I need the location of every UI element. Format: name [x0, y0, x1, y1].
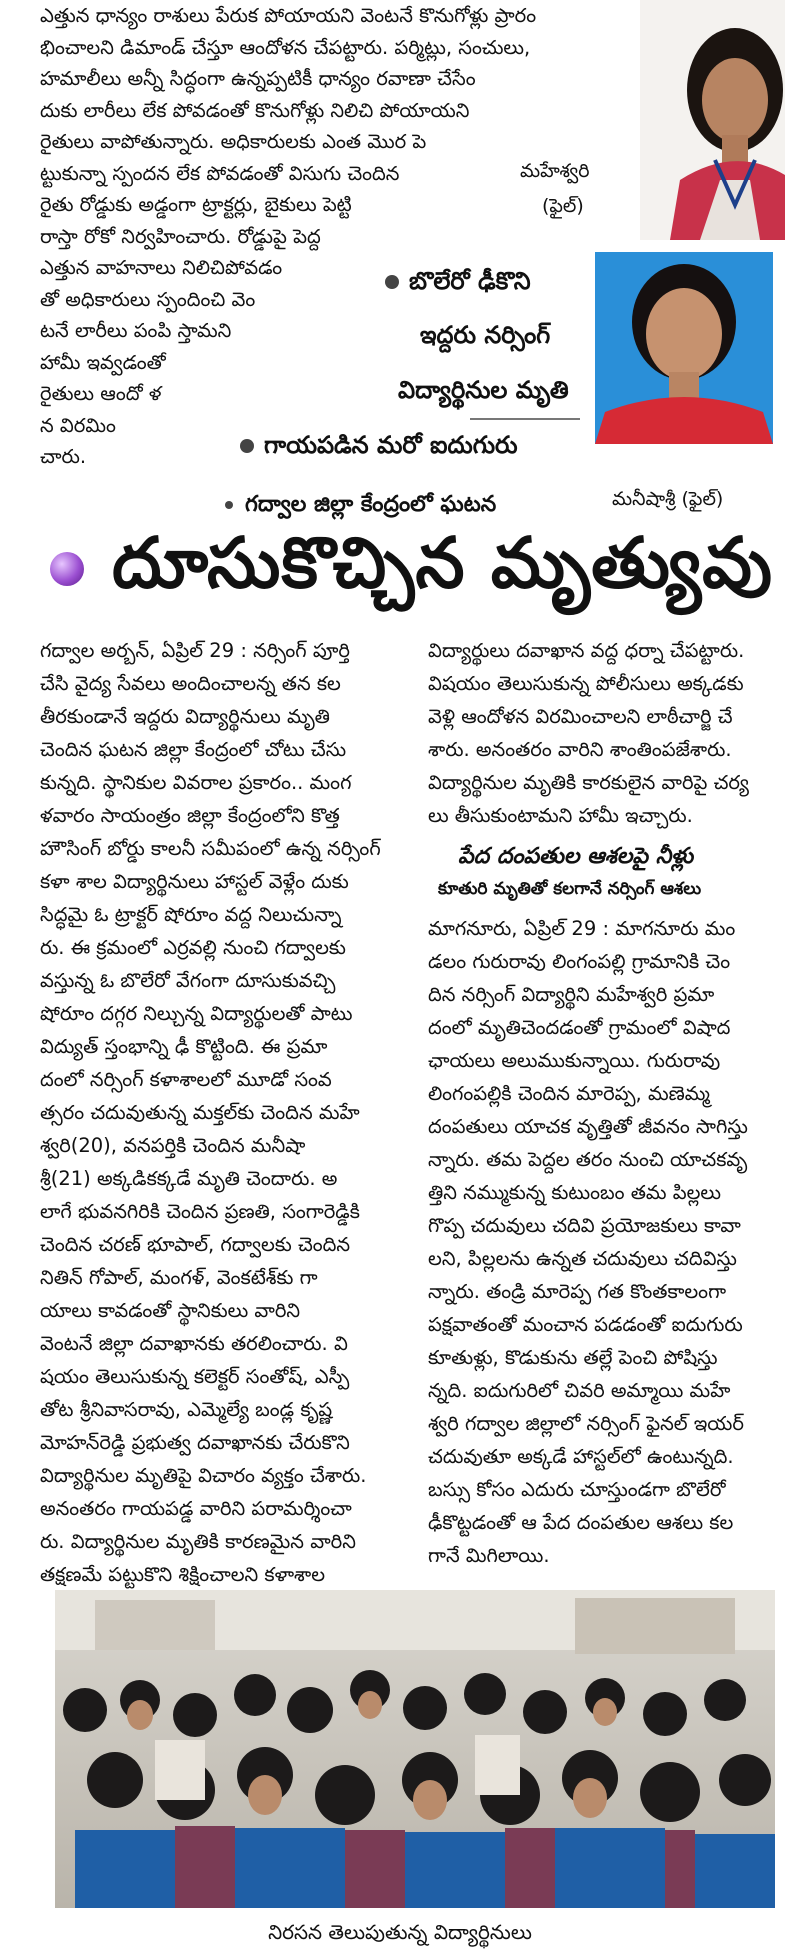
col-line: చదువుతూ అక్కడే హాస్టల్‌లో ఉంటున్నది.	[428, 1445, 734, 1468]
top-line: న విరమిం	[40, 413, 116, 437]
col-line: అనంతరం గాయపడ్డ వారిని పరామర్శించా	[40, 1497, 352, 1520]
kicker-line-1: బొలేరో ఢీకొని	[385, 266, 531, 296]
col-line: షోరూం దగ్గర నిల్చున్న విద్యార్థులతో పాటు	[40, 1002, 353, 1025]
col-line: మాగనూరు, ఏప్రిల్ 29 : మాగనూరు మం	[428, 917, 736, 940]
manisha-photo	[595, 252, 773, 444]
maheshwari-name: మహేశ్వరి	[520, 160, 590, 182]
kicker-line-4: గాయపడిన మరో ఐదుగురు	[240, 430, 518, 460]
col-line: వస్తున్న ఓ బొలేరో వేగంగా దూసుకువచ్చి	[40, 969, 336, 992]
protest-photo	[55, 1590, 775, 1908]
top-line: తో అధికారులు స్పందించి వెం	[40, 287, 256, 311]
headline-text: దూసుకొచ్చిన మృత్యువు	[112, 522, 773, 604]
col-line: కున్నది. స్థానికుల వివరాల ప్రకారం.. మంగ	[40, 771, 352, 794]
col-line: యాలు కావడంతో స్థానికులు వారిని	[40, 1299, 301, 1322]
col-line: లాగే భువనగిరికి చెందిన ప్రణతి, సంగారెడ్డికి	[40, 1200, 360, 1223]
maheshwari-caption	[520, 160, 590, 222]
col-line: షయం తెలుసుకున్న కలెక్టర్ సంతోష్, ఎస్పీ	[40, 1365, 350, 1388]
col-line: గద్వాల అర్బన్, ఏప్రిల్ 29 : నర్సింగ్ పూర్తి	[40, 639, 350, 662]
manisha-caption: మనీషాశ్రీ (ఫైల్)	[612, 488, 724, 510]
col-line: లని, పిల్లలను ఉన్నత చదువులు చదివిస్తు	[428, 1247, 737, 1270]
col-line: చెందిన చరణ్ భూపాల్, గద్వాలకు చెందిన	[40, 1233, 351, 1256]
bullet-icon	[225, 501, 233, 509]
top-line: చారు.	[40, 445, 87, 468]
col-line: త్తిని నమ్ముకున్న కుటుంబం తమ పిల్లలు	[428, 1181, 721, 1204]
col-line: తోట శ్రీనివాసరావు, ఎమ్మెల్యే బండ్ల కృష్ణ	[40, 1398, 333, 1421]
kicker-divider	[470, 418, 580, 420]
col-line: వెళ్లి ఆందోళన విరమించాలని లాఠీచార్జి చే	[428, 705, 733, 728]
col-line: సిద్ధమై ఓ ట్రాక్టర్ షోరూం వద్ద నిలుచున్నా	[40, 903, 342, 926]
col-line: తక్షణమే పట్టుకొని శిక్షించాలని కళాశాల	[40, 1563, 326, 1586]
col-line: బస్సు కోసం ఎదురు చూస్తుండగా బొలేరో	[428, 1478, 726, 1501]
col-line: కళా శాల విద్యార్థినులు హాస్టల్ వెళ్లేం దుకు	[40, 870, 349, 893]
col-line: మోహన్‌రెడ్డి ప్రభుత్వ దవాఖానకు చేరుకొని	[40, 1431, 350, 1454]
col-line: త్సరం చదువుతున్న మక్తల్‌కు చెందిన మహే	[40, 1101, 360, 1124]
top-line: ట్టుకున్నా స్పందన లేక పోవడంతో విసుగు చెందిన	[40, 161, 400, 185]
col-line: నితిన్ గోపాల్, మంగళ్, వెంకటేశ్‌కు గా	[40, 1266, 318, 1289]
top-line: భించాలని డిమాండ్ చేస్తూ ఆందోళన చేపట్టారు. పర్మిట్లు, సంచులు,	[40, 35, 531, 59]
col-line: న్నది. ఐదుగురిలో చివరి అమ్మాయి మహే	[428, 1379, 731, 1402]
portrait-image	[640, 0, 785, 240]
top-line: హమాలీలు అన్నీ సిద్ధంగా ఉన్నప్పటికీ ధాన్యం రవాణా చేసేం	[40, 67, 476, 90]
col-line: విద్యార్థులు దవాఖాన వద్ద ధర్నా చేపట్టారు.	[428, 639, 745, 662]
col-line: విషయం తెలుసుకున్న పోలీసులు అక్కడకు	[428, 672, 744, 695]
purple-bullet-icon	[50, 552, 84, 586]
col-line: దిన నర్సింగ్ విద్యార్థిని మహేశ్వరి ప్రమా	[428, 983, 715, 1006]
bullet-icon	[240, 439, 254, 453]
col-line: రు. ఈ క్రమంలో ఎర్రవల్లి నుంచి గద్వాలకు	[40, 936, 346, 959]
top-line: హామీ ఇవ్వడంతో	[40, 350, 166, 374]
col-line: గానే మిగిలాయి.	[428, 1544, 550, 1567]
top-line: టనే లారీలు పంపి స్తామని	[40, 319, 232, 342]
col-line: చేసి వైద్య సేవలు అందించాలన్న తన కల	[40, 672, 341, 695]
col-line: డలం గురురావు లింగంపల్లి గ్రామానికి చెం	[428, 950, 731, 973]
crowd-image	[55, 1590, 775, 1908]
right-column	[428, 634, 778, 1572]
kicker-line-3: విద్యార్థినుల మృతి	[398, 376, 569, 404]
col-line: న్నారు. తమ పెద్దల తరం నుంచి యాచకవృ	[428, 1148, 748, 1171]
maheshwari-file-label: (ఫైల్)	[542, 195, 584, 217]
col-line: శారు. అనంతరం వారిని శాంతింపజేశారు.	[428, 738, 732, 761]
col-line: వెంటనే జిల్లా దవాఖానకు తరలించారు. వి	[40, 1332, 348, 1355]
col-line: తీరకుండానే ఇద్దరు విద్యార్థినులు మృతి	[40, 705, 330, 728]
subhead-sub: కూతురి మృతితో కలగానే నర్సింగ్ ఆశలు	[438, 879, 702, 899]
col-line: చెందిన ఘటన జిల్లా కేంద్రంలో చోటు చేసు	[40, 738, 347, 761]
col-line: శ్వరి గద్వాల జిల్లాలో నర్సింగ్ ఫైనల్ ఇయర్	[428, 1412, 744, 1435]
headline	[42, 520, 782, 608]
col-line: శ్వరి(20), వనపర్తికి చెందిన మనీషా	[40, 1134, 306, 1157]
col-line: విద్యార్థినుల మృతిపై విచారం వ్యక్తం చేశారు.	[40, 1464, 367, 1487]
portrait-image	[595, 252, 773, 444]
col-line: ళవారం సాయంత్రం జిల్లా కేంద్రంలోని కొత్త	[40, 804, 340, 827]
col-line: దంపతులు యాచక వృత్తితో జీవనం సాగిస్తు	[428, 1115, 748, 1138]
photo-caption: నిరసన తెలుపుతున్న విద్యార్థినులు	[268, 1920, 532, 1944]
col-line: న్నారు. తండ్రి మారెప్ప గత కొంతకాలంగా	[428, 1280, 727, 1303]
col-line: విద్యార్థినుల మృతికి కారకులైన వారిపై చర్య	[428, 771, 749, 794]
top-line: రైతులు ఆందో ళ	[40, 382, 162, 405]
col-line: గొప్ప చదువులు చదివి ప్రయోజకులు కావా	[428, 1214, 741, 1237]
kicker-line-2: ఇద్దరు నర్సింగ్	[420, 321, 551, 349]
col-line: ఛాయలు అలుముకున్నాయి. గురురావు	[428, 1049, 721, 1072]
top-line: ఎత్తున ధాన్యం రాశులు పేరుక పోయాయని వెంటనే కొనుగోళ్లు ప్రారం	[40, 4, 537, 27]
col-line: దంలో మృతిచెందడంతో గ్రామంలో విషాద	[428, 1016, 731, 1039]
col-line: రు. విద్యార్థినుల మృతికి కారణమైన వారిని	[40, 1530, 356, 1553]
kicker-line-5: గద్వాల జిల్లా కేంద్రంలో ఘటన	[225, 490, 496, 520]
top-line: రాస్తా రోకో నిర్వహించారు. రోడ్డుపై పెద్ద	[40, 224, 321, 248]
top-line: రైతులు వాపోతున్నారు. అధికారులకు ఎంత మొర పె	[40, 130, 427, 153]
left-column	[40, 634, 420, 1591]
maheshwari-photo	[640, 0, 785, 240]
col-line: పక్షవాతంతో మంచాన పడడంతో ఐదుగురు	[428, 1313, 743, 1336]
col-line: లు తీసుకుంటామని హామీ ఇచ్చారు.	[428, 804, 693, 827]
top-line: ఎత్తున వాహనాలు నిలిచిపోవడం	[40, 256, 283, 279]
col-line: కూతుళ్లు, కొడుకును తల్లే పెంచి పోషిస్తు	[428, 1346, 718, 1369]
col-line: లింగంపల్లికి చెందిన మారెప్ప, మణెమ్మ	[428, 1082, 710, 1105]
col-line: విద్యుత్ స్తంభాన్ని ఢీ కొట్టింది. ఈ ప్రమా	[40, 1035, 328, 1058]
col-line: హౌసింగ్ బోర్డు కాలనీ సమీపంలో ఉన్న నర్సింగ్	[40, 837, 381, 860]
top-line: దుకు లారీలు లేక పోవడంతో కొనుగోళ్లు నిలిచి పోయాయని	[40, 98, 470, 122]
subhead-main: పేద దంపతుల ఆశలపై నీళ్లు	[458, 844, 694, 869]
bullet-icon	[385, 275, 399, 289]
col-line: దంలో నర్సింగ్ కళాశాలలో మూడో సంవ	[40, 1068, 332, 1091]
col-line: ఢీకొట్టడంతో ఆ పేద దంపతుల ఆశలు కల	[428, 1511, 734, 1534]
col-line: శ్రీ(21) అక్కడికక్కడే మృతి చెందారు. అ	[40, 1167, 338, 1190]
top-line: రైతు రోడ్డుకు అడ్డంగా ట్రాక్టర్లు, బైకులు పెట్టి	[40, 193, 352, 216]
